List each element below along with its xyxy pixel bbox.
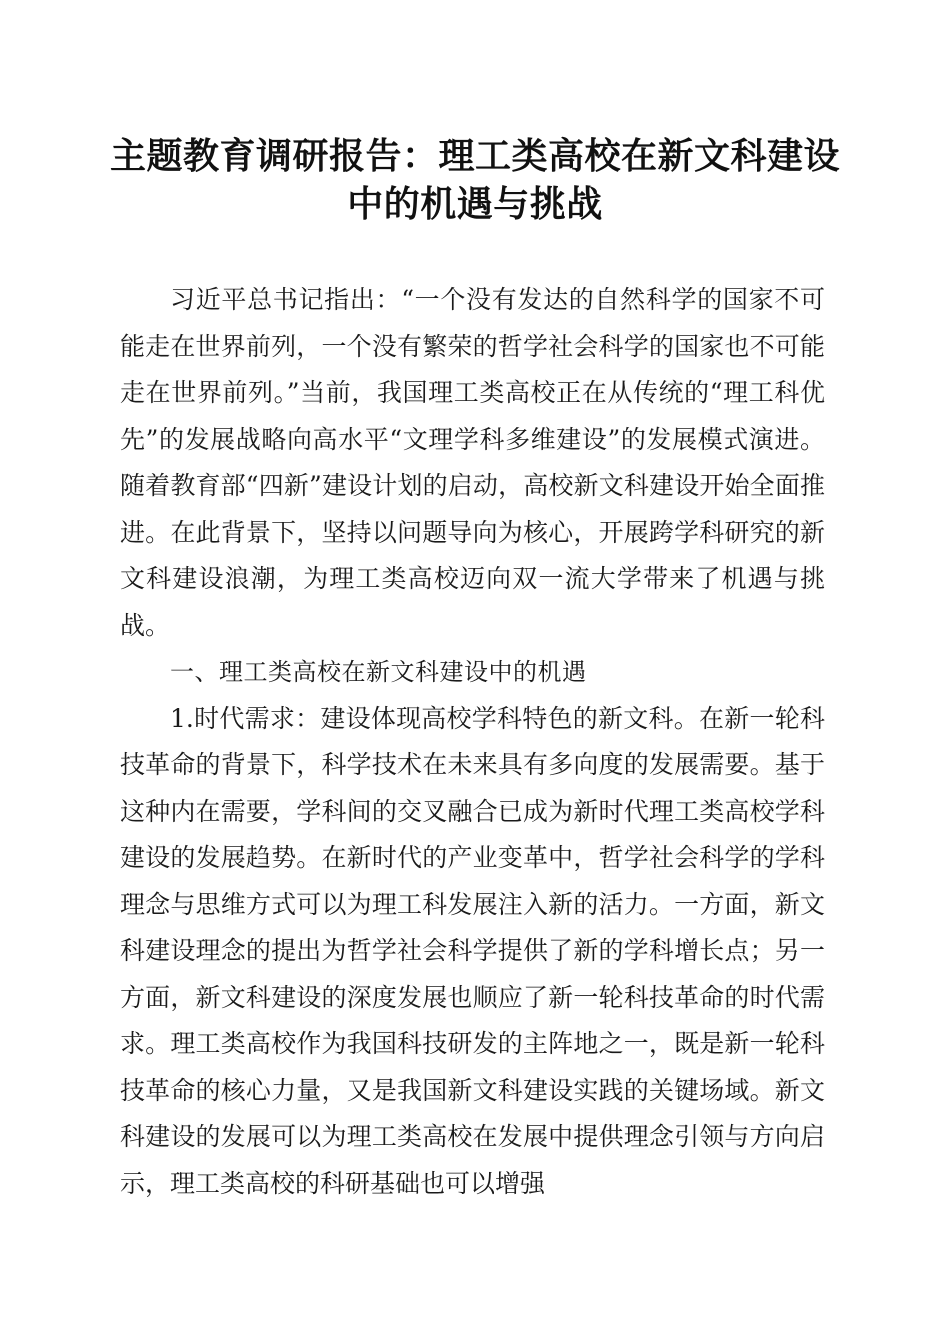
document-body (120, 277, 825, 1207)
section-heading-1: 一、理工类高校在新文科建设中的机遇 (170, 658, 587, 686)
intro-paragraph: 习近平总书记指出：“一个没有发达的自然科学的国家不可能走在世界前列，一个没有繁荣的哲学社会科学的国家也不可能走在世界前列。”当前，我国理工类高校正在从传统的“理工科优先”的发展战略向高水平“文理学科多维建设”的发展模式演进。随着教育部“四新”建设计划的启动，高校新文科建设开始全面推进。在此背景下，坚持以问题导向为核心，开展跨学科研究的新文科建设浪潮，为理工类高校迈向双一流大学带来了机遇与挑战。 (120, 285, 825, 640)
document-title (110, 132, 840, 228)
section-1-paragraph-1: 1.时代需求：建设体现高校学科特色的新文科。在新一轮科技革命的背景下，科学技术在未来具有多向度的发展需要。基于这种内在需要，学科间的交叉融合已成为新时代理工类高校学科建设的发展趋势。在新时代的产业变革中，哲学社会科学的学科理念与思维方式可以为理工科发展注入新的活力。一方面，新文科建设理念的提出为哲学社会科学提供了新的学科增长点；另一方面，新文科建设的深度发展也顺应了新一轮科技革命的时代需求。理工类高校作为我国科技研发的主阵地之一，既是新一轮科技革命的核心力量，又是我国新文科建设实践的关键场域。新文科建设的发展可以为理工类高校在发展中提供理念引领与方向启示，理工类高校的科研基础也可以增强 (120, 703, 825, 1198)
title-line-2: 中的机遇与挑战 (347, 183, 603, 225)
title-line-1: 主题教育调研报告：理工类高校在新文科建设 (110, 135, 841, 177)
